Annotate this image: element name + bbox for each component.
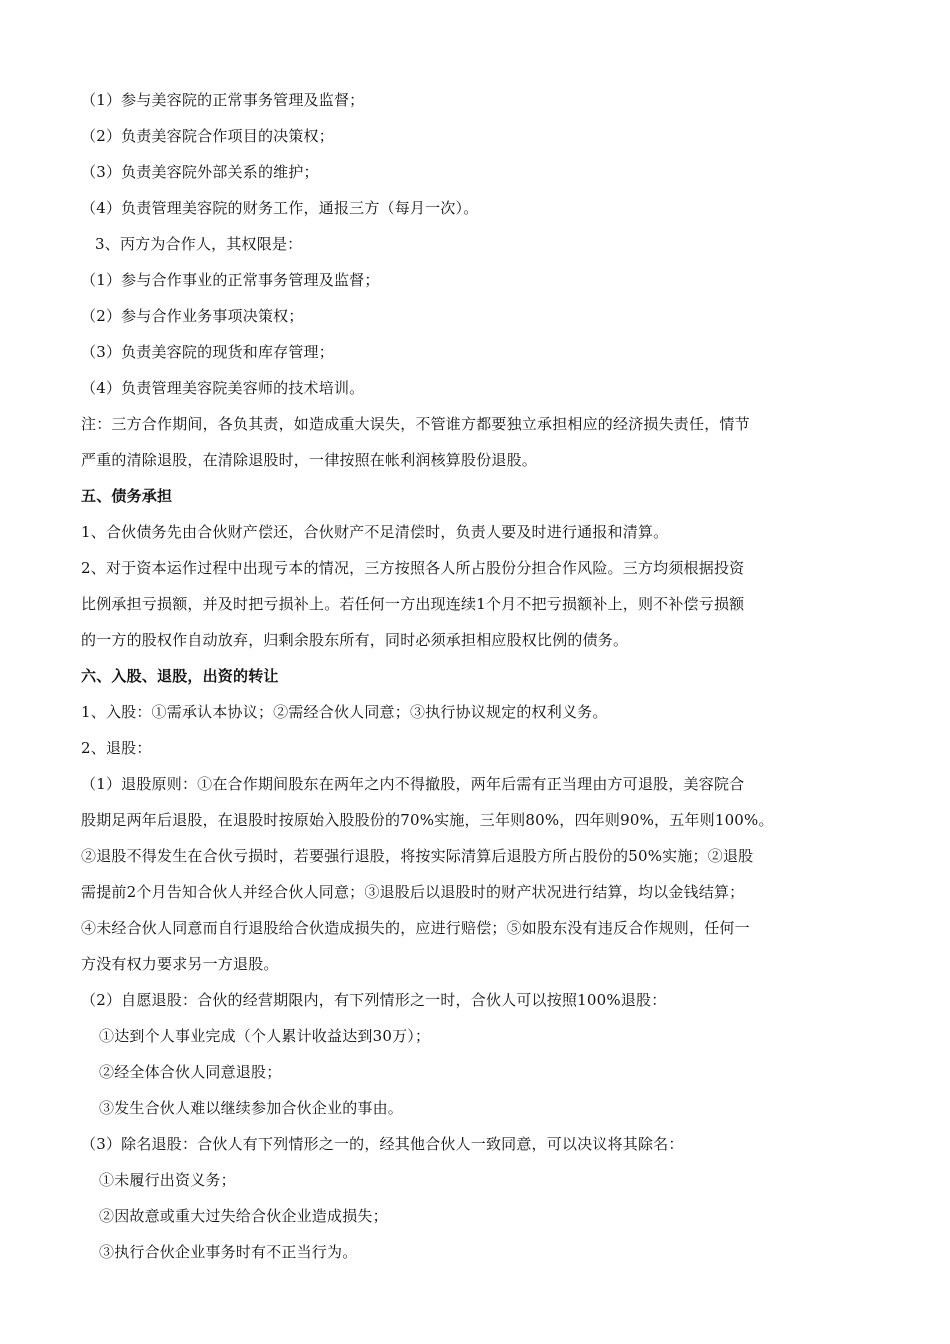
clause-line: 比例承担亏损额，并及时把亏损补上。若任何一方出现连续1个月不把亏损额补上，则不补偿亏损额 [81,595,745,613]
clause-line: 的一方的股权作自动放弃，归剩余股东所有，同时必须承担相应股权比例的债务。 [81,631,629,649]
clause-line: 2、退股： [81,739,152,757]
clause-line: 需提前2个月告知合伙人并经合伙人同意；③退股后以退股时的财产状况进行结算，均以金钱结算； [81,883,745,901]
clause-line: （2）负责美容院合作项目的决策权； [81,127,334,145]
clause-line: （1）退股原则：①在合作期间股东在两年之内不得撤股，两年后需有正当理由方可退股，美容院合 [81,775,745,793]
clause-line: （4）负责管理美容院的财务工作，通报三方（每月一次）。 [81,199,479,217]
clause-line: （3）除名退股：合伙人有下列情形之一的，经其他合伙人一致同意，可以决议将其除名： [81,1135,684,1153]
note-line: 严重的清除退股，在清除退股时，一律按照在帐利润核算股份退股。 [81,451,538,469]
clause-line: 3、丙方为合作人，其权限是： [95,235,303,253]
clause-line: 1、入股：①需承认本协议；②需经合伙人同意；③执行协议规定的权利义务。 [81,703,608,721]
clause-line: 1、合伙债务先由合伙财产偿还，合伙财产不足清偿时，负责人要及时进行通报和清算。 [81,523,669,541]
sub-item-line: ③发生合伙人难以继续参加合伙企业的事由。 [99,1099,404,1117]
section-heading: 五、债务承担 [81,487,173,505]
clause-line: （3）负责美容院的现货和库存管理； [81,343,334,361]
clause-line: （2）参与合作业务事项决策权； [81,307,304,325]
document-page [81,82,871,1270]
section-heading: 六、入股、退股，出资的转让 [81,667,279,685]
clause-line: （4）负责管理美容院美容师的技术培训。 [81,379,365,397]
note-line: 注：三方合作期间，各负其责，如造成重大误失，不管谁方都要独立承担相应的经济损失责任，情节 [81,415,750,433]
clause-line: （1）参与美容院的正常事务管理及监督； [81,91,365,109]
clause-line: （1）参与合作事业的正常事务管理及监督； [81,271,380,289]
sub-item-line: ②因故意或重大过失给合伙企业造成损失； [99,1207,388,1225]
clause-line: 方没有权力要求另一方退股。 [81,955,279,973]
sub-item-line: ③执行合伙企业事务时有不正当行为。 [99,1243,358,1261]
sub-item-line: ②经全体合伙人同意退股； [99,1063,282,1081]
sub-item-line: ①未履行出资义务； [99,1171,236,1189]
clause-line: 股期足两年后退股，在退股时按原始入股股份的70%实施，三年则80%，四年则90%，五年则100%。 [81,811,774,829]
clause-line: ④未经合伙人同意而自行退股给合伙造成损失的，应进行赔偿；⑤如股东没有违反合作规则，任何一 [81,919,750,937]
sub-item-line: ①达到个人事业完成（个人累计收益达到30万）； [99,1027,431,1045]
clause-line: ②退股不得发生在合伙亏损时，若要强行退股，将按实际清算后退股方所占股份的50%实施；②退股 [81,847,754,865]
clause-line: 2、对于资本运作过程中出现亏本的情况，三方按照各人所占股份分担合作风险。三方均须根据投资 [81,559,745,577]
clause-line: （2）自愿退股：合伙的经营期限内，有下列情形之一时，合伙人可以按照100%退股： [81,991,667,1009]
clause-line: （3）负责美容院外部关系的维护； [81,163,319,181]
